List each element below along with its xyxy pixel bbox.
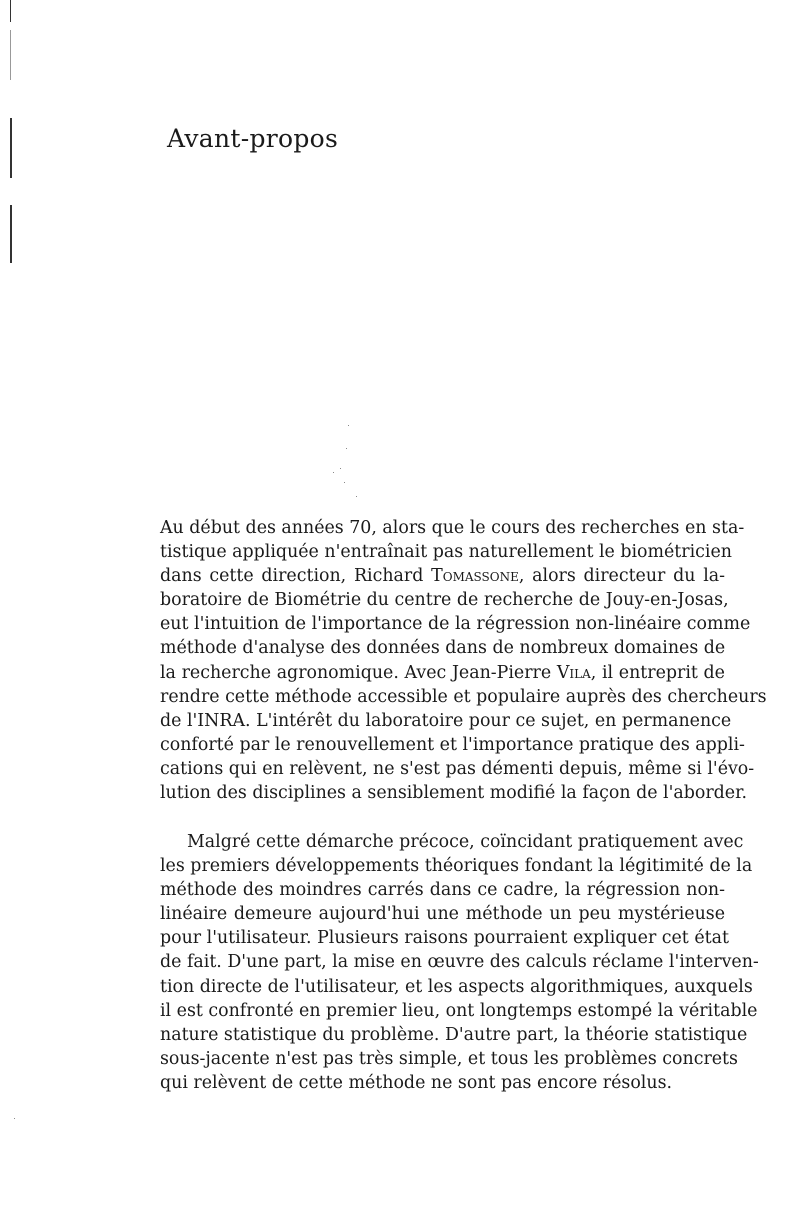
paragraph-line: eut l'intuition de l'importance de la régression non-linéaire comme: [160, 614, 751, 635]
scan-speck: [348, 425, 349, 426]
scan-margin-mark: [10, 0, 11, 22]
paragraph-line: cations qui en relèvent, ne s'est pas démenti depuis, même si l'évo-: [160, 758, 755, 779]
person-name: Tomassone: [431, 566, 519, 587]
scan-margin-mark: [10, 205, 12, 263]
paragraph-line: méthode d'analyse des données dans de nombreux domaines de: [160, 638, 726, 659]
text-run: , alors directeur du la-: [518, 566, 725, 587]
paragraph-line: de l'INRA. L'intérêt du laboratoire pour ce sujet, en permanence: [160, 710, 732, 731]
scan-speck: [14, 1118, 15, 1119]
scan-speck: [344, 482, 345, 483]
paragraph-line: sous-jacente n'est pas très simple, et tous les problèmes concrets: [160, 1048, 738, 1069]
paragraph-line: [160, 564, 725, 588]
paragraph-2: [160, 830, 759, 1095]
paragraph-line: tion directe de l'utilisateur, et les aspects algorithmiques, auxquels: [160, 976, 753, 997]
scan-margin-mark: [10, 118, 12, 178]
paragraph-line: il est confronté en premier lieu, ont longtemps estompé la véritable: [160, 1000, 758, 1021]
paragraph-line: nature statistique du problème. D'autre part, la théorie statistique: [160, 1024, 748, 1045]
scan-speck: [340, 468, 341, 469]
page-title: Avant-propos: [167, 124, 339, 153]
scan-speck: [346, 448, 347, 449]
paragraph-1: [160, 516, 767, 805]
scan-margin-mark: [10, 30, 11, 80]
paragraph-line: lution des disciplines a sensiblement modifié la façon de l'aborder.: [160, 783, 748, 804]
person-name: Vila: [556, 662, 591, 683]
paragraph-line: pour l'utilisateur. Plusieurs raisons pourraient expliquer cet état: [160, 928, 729, 949]
paragraph-line: qui relèvent de cette méthode ne sont pas encore résolus.: [160, 1072, 673, 1093]
scan-speck: [333, 472, 334, 473]
paragraph-line: linéaire demeure aujourd'hui une méthode un peu mystérieuse: [160, 904, 725, 925]
text-run: dans cette direction, Richard: [160, 566, 432, 587]
paragraph-line: conforté par le renouvellement et l'importance pratique des appli-: [160, 734, 745, 755]
text-run: , il entreprit de: [590, 662, 725, 683]
paragraph-line: tistique appliquée n'entraînait pas naturellement le biométricien: [160, 542, 732, 563]
paragraph-line: les premiers développements théoriques fondant la légitimité de la: [160, 856, 753, 877]
text-run: la recherche agronomique. Avec Jean-Pierre: [160, 662, 557, 683]
paragraph-line: Malgré cette démarche précoce, coïncidant pratiquement avec: [187, 832, 744, 852]
paragraph-line: [160, 661, 725, 685]
paragraph-line: rendre cette méthode accessible et populaire auprès des chercheurs: [160, 686, 767, 707]
paragraph-line: boratoire de Biométrie du centre de recherche de Jouy-en-Josas,: [160, 590, 729, 611]
scan-speck: [356, 496, 357, 497]
paragraph-line: méthode des moindres carrés dans ce cadre, la régression non-: [160, 880, 725, 901]
paragraph-line: de fait. D'une part, la mise en œuvre des calculs réclame l'interven-: [160, 952, 759, 973]
paragraph-line: Au début des années 70, alors que le cours des recherches en sta-: [160, 518, 745, 538]
